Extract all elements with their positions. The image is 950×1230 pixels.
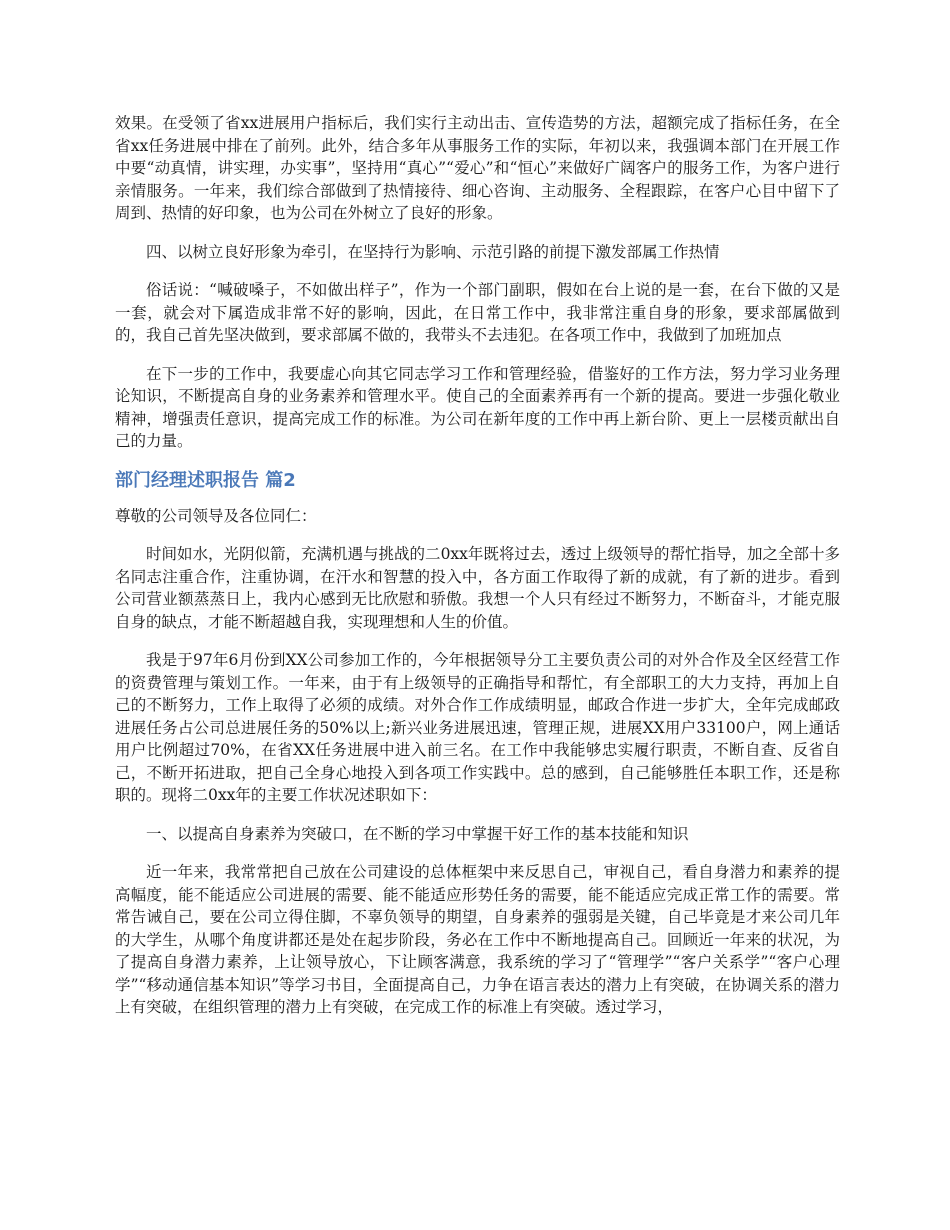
- section-heading: 部门经理述职报告 篇2: [115, 469, 296, 491]
- paragraph-self-improvement: 近一年来，我常常把自己放在公司建设的总体框架中来反思自己，审视自己，看自身潜力和素养的提高幅度，能不能适应公司进展的需要、能不能适应形势任务的需要，能不能适应完成正常工作的需要。常常告诫自己，要在公司立得住脚，不辜负领导的期望，自身素养的强弱是关键，自己毕竟是才来公司几年的大学生，从哪个角度讲都还是处在起步阶段，务必在工作中不断地提高自己。回顾近一年来的状况，为了提高自身潜力素养，上让领导放心，下让顾客满意，我系统的学习了“管理学”“客户关系学”“客户心理学”“移动通信基本知识”等学习书目，全面提高自己，力争在语言表达的潜力上有突破，在协调关系的潜力上有突破，在组织管理的潜力上有突破，在完成工作的标准上有突破。透过学习，: [115, 863, 840, 1016]
- section-point-four: 四、以树立良好形象为牵引，在坚持行为影响、示范引路的前提下激发部属工作热情: [146, 242, 720, 261]
- section-point-one: 一、以提高自身素养为突破口，在不断的学习中掌握干好工作的基本技能和知识: [146, 824, 689, 843]
- paragraph-intro: 时间如水，光阴似箭，充满机遇与挑战的二0xx年既将过去，透过上级领导的帮忙指导，加之全部十多名同志注重合作，注重协调，在汗水和智慧的投入中，各方面工作取得了新的成就，有了新的进步。看到公司营业额蒸蒸日上，我内心感到无比欣慰和骄傲。我想一个人只有经过不断努力，不断奋斗，才能克服自身的缺点，才能不断超越自我，实现理想和人生的价值。: [115, 545, 840, 631]
- paragraph-continuation: 效果。在受领了省xx进展用户指标后，我们实行主动出击、宣传造势的方法，超额完成了指标任务，在全省xx任务进展中排在了前列。此外，结合多年从事服务工作的实际，年初以来，我强调本部门在开展工作中要“动真情，讲实理，办实事”，坚持用“真心”“爱心”和“恒心”来做好广阔客户的服务工作，为客户进行亲情服务。一年来，我们综合部做到了热情接待、细心咨询、主动服务、全程跟踪，在客户心目中留下了周到、热情的好印象，也为公司在外树立了良好的形象。: [115, 114, 840, 222]
- salutation: 尊敬的公司领导及各位同仁：: [115, 506, 317, 525]
- document-page: [115, 112, 840, 1035]
- paragraph-next-step: 在下一步的工作中，我要虚心向其它同志学习工作和管理经验，借鉴好的工作方法，努力学习业务理论知识，不断提高自身的业务素养和管理水平。使自己的全面素养再有一个新的提高。要进一步强化敬业精神，增强责任意识，提高完成工作的标准。为公司在新年度的工作中再上新台阶、更上一层楼贡献出自己的力量。: [115, 364, 840, 450]
- paragraph-background: 我是于97年6月份到XX公司参加工作的，今年根据领导分工主要负责公司的对外合作及全区经营工作的资费管理与策划工作。一年来，由于有上级领导的正确指导和帮忙，有全部职工的大力支持，再加上自己的不断努力，工作上取得了必须的成绩。对外合作工作成绩明显，邮政合作进一步扩大，全年完成邮政进展任务占公司总进展任务的50%以上;新兴业务进展迅速，管理正规，进展XX用户33100户，网上通话用户比例超过70%，在省XX任务进展中进入前三名。在工作中我能够忠实履行职责，不断自查、反省自己，不断开拓进取，把自己全身心地投入到各项工作实践中。总的感到，自己能够胜任本职工作，还是称职的。现将二0xx年的主要工作状况述职如下：: [115, 651, 840, 804]
- paragraph-proverb: 俗话说：“喊破嗓子，不如做出样子”，作为一个部门副职，假如在台上说的是一套，在台下做的又是一套，就会对下属造成非常不好的影响，因此，在日常工作中，我非常注重自身的形象，要求部属做到的，我自己首先坚决做到，要求部属不做的，我带头不去违犯。在各项工作中，我做到了加班加点: [115, 281, 840, 344]
